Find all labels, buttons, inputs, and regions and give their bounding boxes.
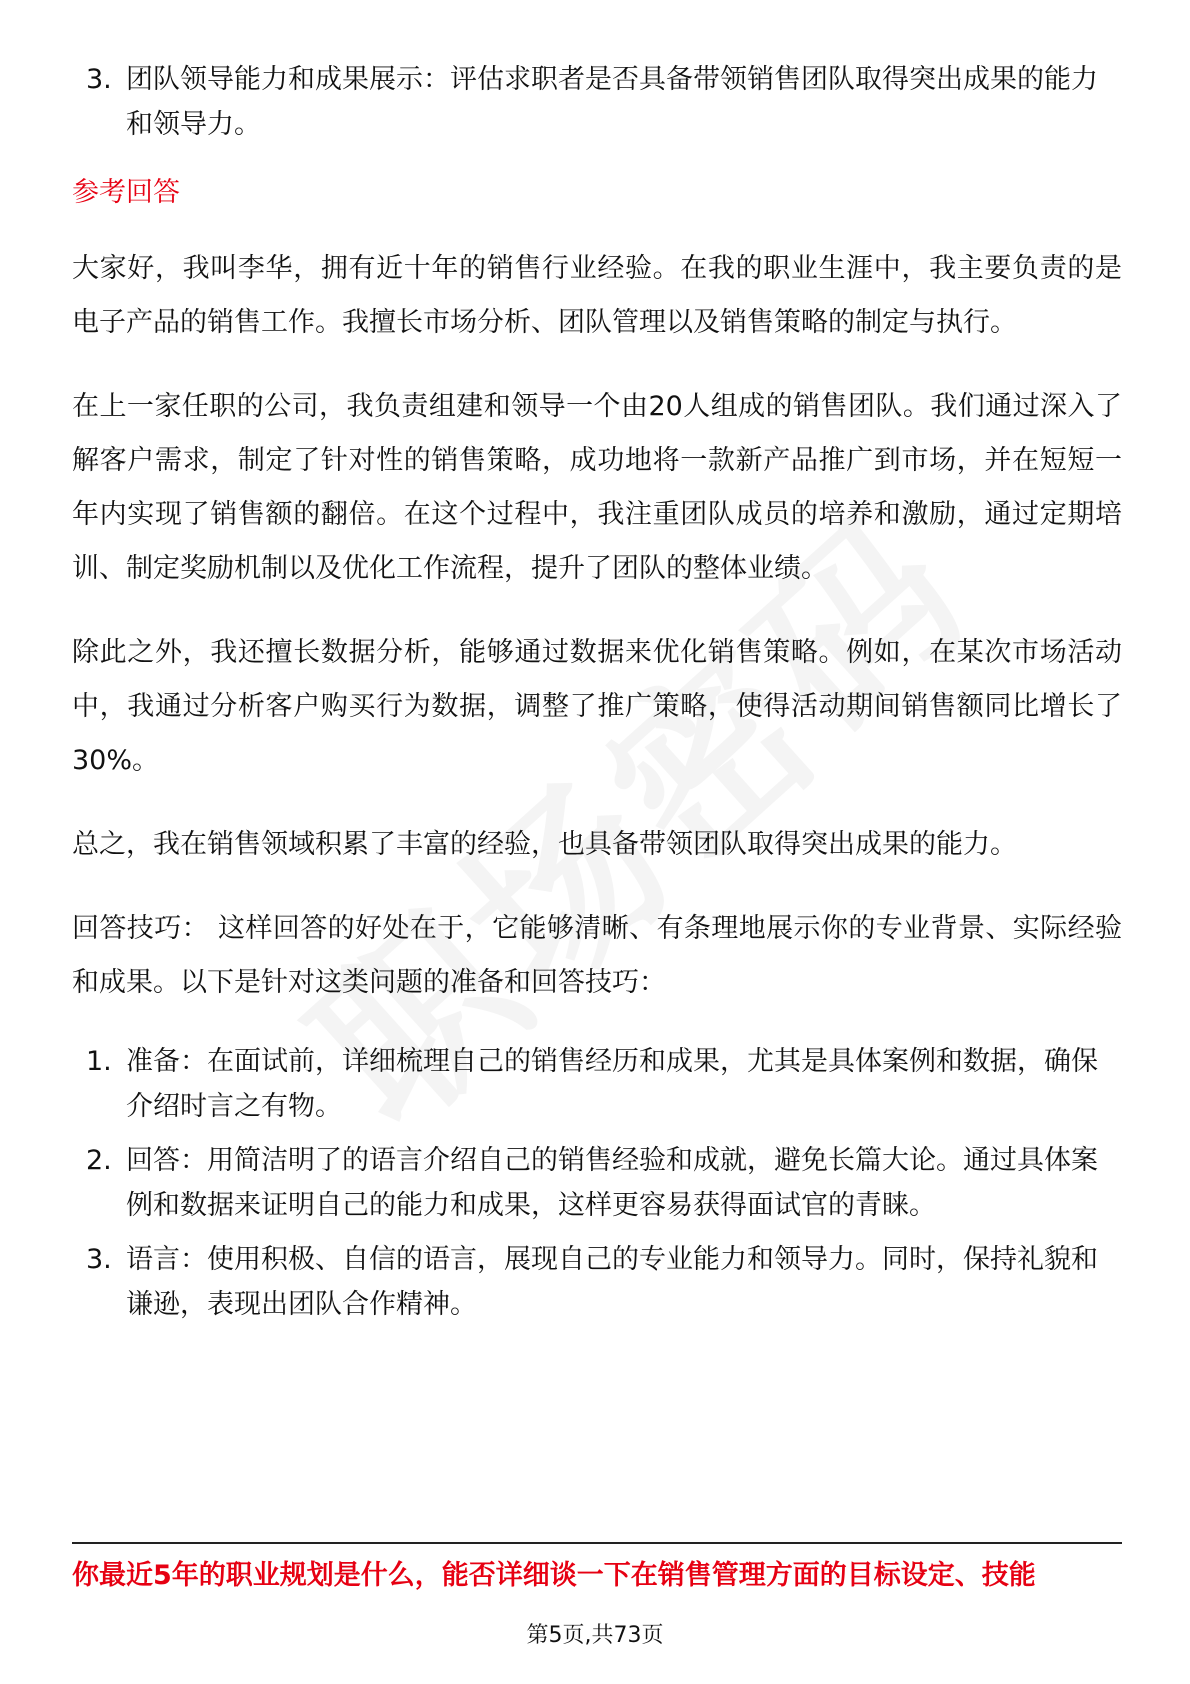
answer-paragraph: 总之，我在销售领域积累了丰富的经验，也具备带领团队取得突出成果的能力。 (72, 829, 1017, 861)
answer-paragraph: 在上一家任职的公司，我负责组建和领导一个由20人组成的销售团队。我们通过深入了解客户需求，制定了针对性的销售策略，成功地将一款新产品推广到市场，并在短短一年内实现了销售额的翻倍。在这个过程中，我注重团队成员的培养和激励，通过定期培训、制定奖励机制以及优化工作流程，提升了团队的整体业绩。 (72, 391, 1122, 585)
answer-paragraph: 大家好，我叫李华，拥有近十年的销售行业经验。在我的职业生涯中，我主要负责的是电子产品的销售工作。我擅长市场分析、团队管理以及销售策略的制定与执行。 (72, 253, 1122, 339)
list-number: 1. (86, 1046, 112, 1078)
list-item (72, 58, 1122, 147)
list-text: 团队领导能力和成果展示：评估求职者是否具备带领销售团队取得突出成果的能力和领导力。 (126, 64, 1098, 140)
list-item (72, 1238, 1122, 1327)
tips-intro-paragraph: 回答技巧： 这样回答的好处在于，它能够清晰、有条理地展示你的专业背景、实际经验和成果。以下是针对这类问题的准备和回答技巧： (72, 913, 1122, 999)
list-item (72, 1040, 1122, 1129)
section-title: 参考回答 (72, 177, 180, 209)
list-item (72, 1139, 1122, 1228)
list-text: 回答：用简洁明了的语言介绍自己的销售经验和成就，避免长篇大论。通过具体案例和数据来证明自己的能力和成果，这样更容易获得面试官的青睐。 (126, 1145, 1098, 1221)
list-text: 语言：使用积极、自信的语言，展现自己的专业能力和领导力。同时，保持礼貌和谦逊，表现出团队合作精神。 (126, 1244, 1098, 1321)
tips-list (72, 1040, 1122, 1327)
document-body (72, 58, 1122, 1328)
list-number: 3. (86, 1244, 112, 1276)
list-text: 准备：在面试前，详细梳理自己的销售经历和成果，尤其是具体案例和数据，确保介绍时言之有物。 (126, 1046, 1098, 1122)
list-number: 3. (86, 64, 112, 95)
criteria-list (72, 58, 1122, 147)
divider (72, 1542, 1122, 1544)
page-number: 第5页,共73页 (526, 1623, 664, 1648)
list-number: 2. (86, 1145, 112, 1177)
next-question-heading: 你最近5年的职业规划是什么，能否详细谈一下在销售管理方面的目标设定、技能 (72, 1560, 1036, 1591)
answer-paragraph: 除此之外，我还擅长数据分析，能够通过数据来优化销售策略。例如，在某次市场活动中，我通过分析客户购买行为数据，调整了推广策略，使得活动期间销售额同比增长了30%。 (72, 637, 1122, 777)
